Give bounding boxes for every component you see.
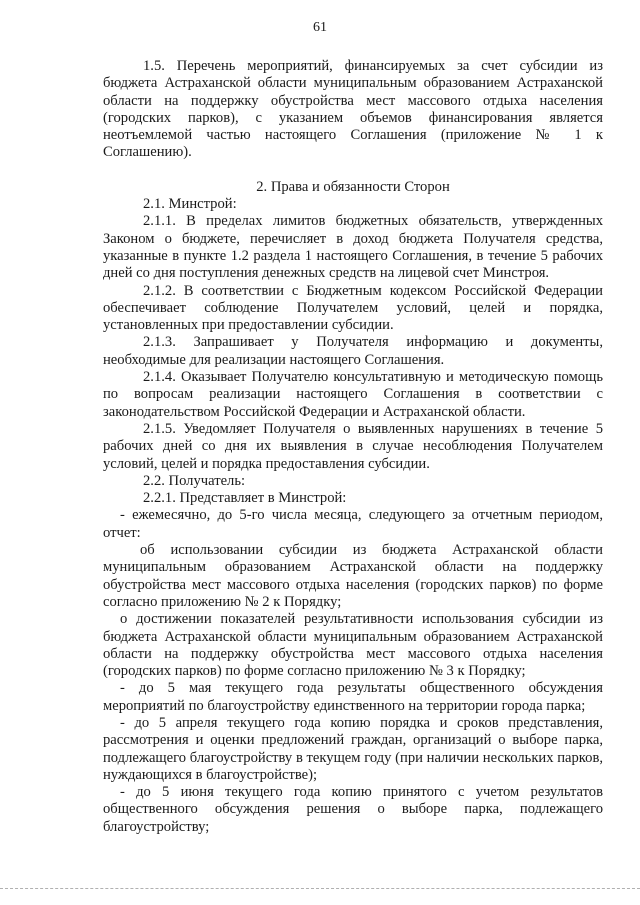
paragraph-2-1-2: 2.1.2. В соответствии с Бюджетным кодексом Российской Федерации обеспечивает соблюдение Получателем условий, целей и порядка, установленных при предоставлении субсидии. (103, 282, 603, 334)
list-item: - до 5 апреля текущего года копию порядка и сроков представления, рассмотрения и оценки предложений граждан, организаций о выборе парка, подлежащего благоустройству в текущем году (при наличии нескольких парков, нуждающихся в благоустройстве); (103, 714, 603, 783)
paragraph-2-2: 2.2. Получатель: (143, 472, 246, 489)
paragraph-2-2-1: 2.2.1. Представляет в Минстрой: (143, 490, 347, 507)
scan-edge-line (0, 888, 640, 889)
list-subitem: об использовании субсидии из бюджета Астраханской области муниципальным образованием Астраханской области на поддержку обустройства мест массового отдыха населения (городских парков) по форме согласно приложению № 2 к Порядку; (103, 542, 603, 610)
paragraph-2-1-5: 2.1.5. Уведомляет Получателя о выявленных нарушениях в течение 5 рабочих дней со дня их выявления в случае несоблюдения Получателем условий, целей и порядка предоставления субсидии. (103, 420, 603, 472)
section-heading: 2. Права и обязанности Сторон (256, 178, 450, 195)
paragraph-2-1: 2.1. Минстрой: (143, 196, 237, 213)
page-number: 61 (313, 20, 327, 35)
list-item: - до 5 мая текущего года результаты общественного обсуждения мероприятий по благоустройству единственного на территории города парка; (103, 680, 603, 714)
document-body (103, 58, 603, 836)
list-item: - до 5 июня текущего года копию принятого с учетом результатов общественного обсуждения решения о выборе парка, подлежащего благоустройству; (103, 784, 603, 835)
list-item: - ежемесячно, до 5-го числа месяца, следующего за отчетным периодом, отчет: (103, 507, 603, 541)
paragraph-2-1-1: 2.1.1. В пределах лимитов бюджетных обязательств, утвержденных Законом о бюджете, перечисляет в доход бюджета Получателя средства, указанные в пункте 1.2 раздела 1 настоящего Соглашения, в течение 5 рабочих дней со дня поступления денежных средств на лицевой счет Минстроя. (103, 213, 603, 282)
list-subitem: о достижении показателей результативности использования субсидии из бюджета Астраханской области муниципальным образованием Астраханской области на поддержку обустройства мест массового отдыха населения (городских парков) по форме согласно приложению № 3 к Порядку; (103, 611, 603, 680)
paragraph-2-1-3: 2.1.3. Запрашивает у Получателя информацию и документы, необходимые для реализации настоящего Соглашения. (103, 334, 603, 368)
paragraph-1-5: 1.5. Перечень мероприятий, финансируемых за счет субсидии из бюджета Астраханской области муниципальным образованием Астраханской области на поддержку обустройства мест массового отдыха населения (городских парков), с указанием объемов финансирования является неотъемлемой частью настоящего Соглашения (приложение № 1 к Соглашению). (103, 58, 603, 161)
paragraph-2-1-4: 2.1.4. Оказывает Получателю консультативную и методическую помощь по вопросам реализации настоящего Соглашения в соответствии с законодательством Российской Федерации и Астраханской области. (103, 369, 603, 420)
